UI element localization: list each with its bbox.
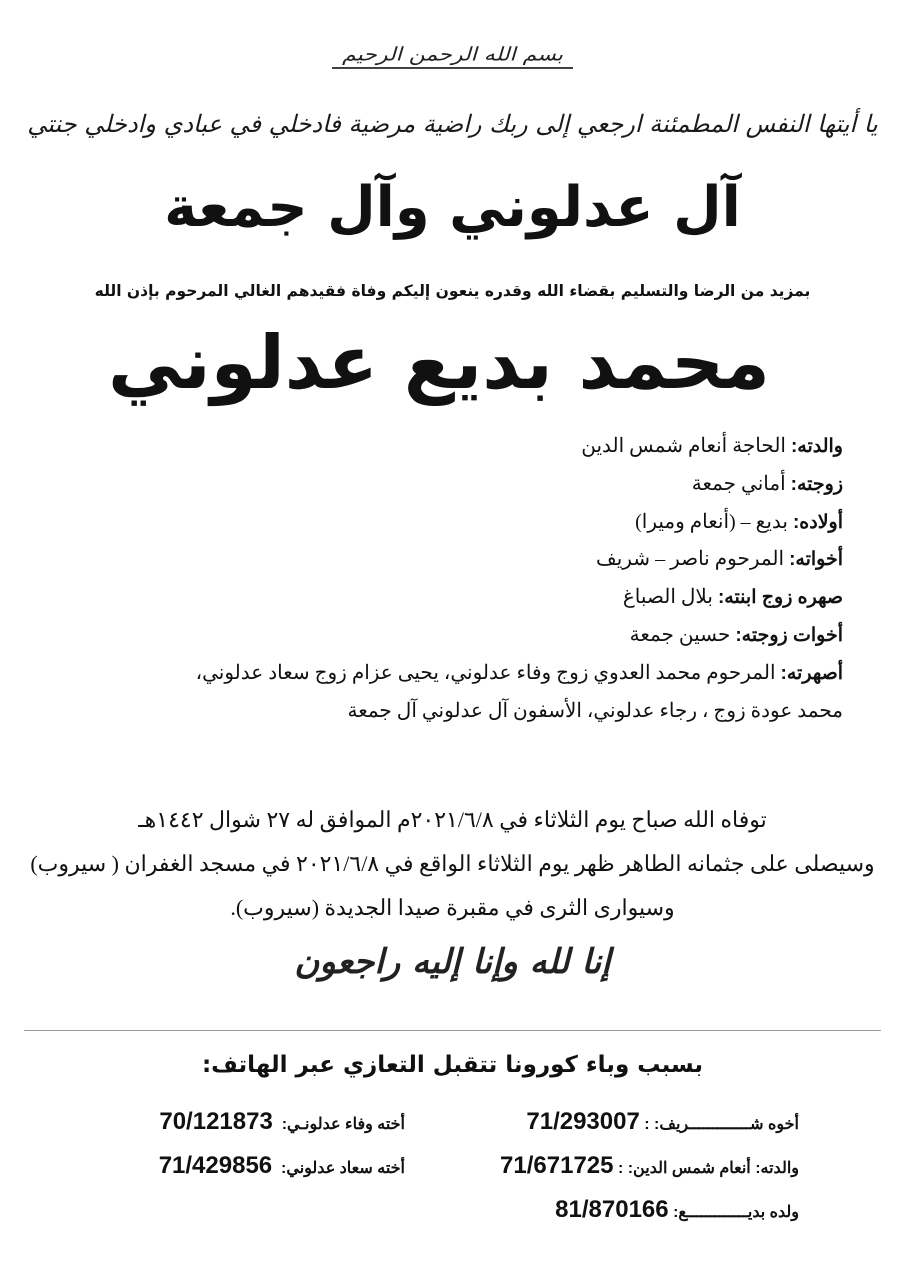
relative-label: أولاده: — [792, 511, 843, 533]
contact-name: أخوه شـــــــــــــريف: : — [644, 1116, 799, 1133]
relative-value: بديع – (أنعام وميرا) — [635, 510, 793, 533]
relative-value: المرحوم ناصر – شريف — [596, 548, 790, 571]
relative-row-siblings — [43, 541, 843, 579]
contact-number[interactable]: 71/671725 — [500, 1152, 614, 1179]
relative-label: أصهرته: — [780, 662, 843, 684]
notice-line-prayer: وسيصلى على جثمانه الطاهر ظهر يوم الثلاثاء الواقع في ٢٠٢١/٦/٨ في مسجد الغفران ( سيروب) — [30, 851, 875, 876]
death-notice — [0, 798, 905, 930]
relative-label: صهره زوج ابنته: — [717, 587, 843, 609]
relative-row-wife — [43, 466, 843, 504]
relative-label: زوجته: — [790, 473, 843, 495]
contact-number[interactable]: 71/293007 — [526, 1108, 640, 1135]
relative-row-wife-siblings — [43, 617, 843, 655]
contact-sister-wafaa — [159, 1108, 405, 1136]
deceased-name: محمد بديع عدلوني — [107, 320, 770, 406]
relative-row-in-laws — [43, 655, 843, 693]
contact-number[interactable]: 71/429856 — [158, 1152, 273, 1179]
quran-verse: يا أيتها النفس المطمئنة ارجعي إلى ربك راضية مرضية فادخلي في عبادي وادخلي جنتي — [27, 110, 878, 138]
relative-value: الحاجة أنعام شمس الدين — [581, 435, 791, 457]
contact-sister-souad — [159, 1152, 405, 1180]
relative-value: حسين جمعة — [629, 623, 736, 646]
contact-name: أخته سعاد عدلوني: — [281, 1160, 405, 1177]
contact-number[interactable]: 70/121873 — [159, 1108, 273, 1135]
relative-value: بلال الصباغ — [622, 586, 718, 609]
contact-name: أخته وفاء عدلونـي: — [281, 1116, 405, 1133]
corona-notice: بسبب وباء كورونا تتقبل التعازي عبر الهاتف: — [201, 1052, 704, 1078]
closing-calligraphy: إنا لله وإنا إليه راجعون — [294, 942, 611, 982]
relative-label: أخوات زوجته: — [735, 624, 843, 646]
contact-name: ولده بديـــــــــــــع: — [673, 1204, 799, 1221]
contact-mother — [500, 1152, 799, 1180]
basmala — [0, 42, 905, 71]
notice-line-burial: وسيوارى الثرى في مقبرة صيدا الجديدة (سيروب). — [230, 895, 675, 920]
contact-brother-sharif — [526, 1108, 799, 1136]
relative-label: والدته: — [790, 436, 843, 457]
relatives-list — [43, 428, 843, 730]
contact-son-badih — [555, 1196, 799, 1224]
basmala-text: بسم الله الرحمن الرحيم — [332, 44, 573, 69]
contact-name: والدته: أنعام شمس الدين: : — [617, 1160, 799, 1177]
relative-row-in-laws-continued: محمد عودة زوج ، رجاء عدلوني، الأسفون آل عدلوني آل جمعة — [347, 699, 843, 722]
intro-text: بمزيد من الرضا والتسليم بقضاء الله وقدره ينعون إليكم وفاة فقيدهم الغالي المرحوم بإذن الله — [94, 282, 811, 300]
contact-number[interactable]: 81/870166 — [555, 1196, 669, 1223]
families-title: آل عدلوني وآل جمعة — [164, 175, 741, 240]
relative-value: أماني جمعة — [691, 472, 791, 495]
relative-label: أخواته: — [789, 549, 843, 571]
divider — [24, 1030, 881, 1031]
notice-line-death-date: توفاه الله صباح يوم الثلاثاء في ٢٠٢١/٦/٨م الموافق له ٢٧ شوال ١٤٤٢هـ — [138, 807, 767, 832]
relative-row-mother — [43, 428, 843, 466]
relative-row-children — [43, 504, 843, 542]
relative-value: المرحوم محمد العدوي زوج وفاء عدلوني، يحيى عزام زوج سعاد عدلوني، — [195, 661, 781, 684]
relative-row-son-in-law — [43, 579, 843, 617]
